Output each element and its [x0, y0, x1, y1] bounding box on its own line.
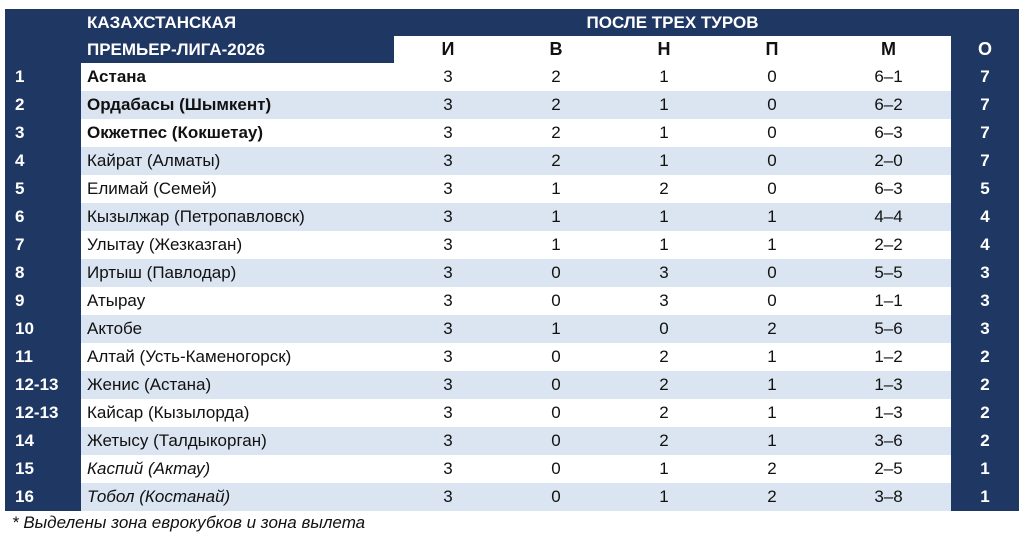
team-name-cell: Алтай (Усть-Каменогорск)	[81, 343, 394, 371]
column-header-draws: Н	[610, 36, 718, 63]
goals-cell: 6–2	[826, 91, 951, 119]
losses-cell: 1	[718, 231, 826, 259]
goals-cell: 5–6	[826, 315, 951, 343]
table-row	[5, 147, 1019, 175]
rank-cell: 15	[5, 455, 81, 483]
games-cell: 3	[394, 315, 502, 343]
wins-cell: 2	[502, 63, 610, 91]
draws-cell: 3	[610, 259, 718, 287]
points-cell: 7	[951, 119, 1019, 147]
rank-cell: 9	[5, 287, 81, 315]
table-row	[5, 63, 1019, 91]
losses-cell: 0	[718, 147, 826, 175]
games-cell: 3	[394, 91, 502, 119]
team-name-cell: Женис (Астана)	[81, 371, 394, 399]
header-row-columns	[5, 36, 1019, 63]
losses-cell: 2	[718, 315, 826, 343]
table-row	[5, 231, 1019, 259]
team-name-cell: Каспий (Актау)	[81, 455, 394, 483]
wins-cell: 0	[502, 483, 610, 511]
games-cell: 3	[394, 203, 502, 231]
games-cell: 3	[394, 427, 502, 455]
goals-cell: 2–5	[826, 455, 951, 483]
goals-cell: 1–2	[826, 343, 951, 371]
losses-cell: 0	[718, 63, 826, 91]
points-cell: 3	[951, 315, 1019, 343]
team-name-cell: Елимай (Семей)	[81, 175, 394, 203]
table-row	[5, 259, 1019, 287]
header-rank-spacer	[5, 9, 81, 36]
draws-cell: 3	[610, 287, 718, 315]
games-cell: 3	[394, 119, 502, 147]
goals-cell: 6–1	[826, 63, 951, 91]
table-row	[5, 119, 1019, 147]
rank-cell: 7	[5, 231, 81, 259]
header-row-top	[5, 9, 1019, 36]
table-row	[5, 343, 1019, 371]
team-name-cell: Кайсар (Кызылорда)	[81, 399, 394, 427]
losses-cell: 2	[718, 483, 826, 511]
standings-table-container	[5, 9, 1019, 511]
draws-cell: 1	[610, 91, 718, 119]
draws-cell: 2	[610, 175, 718, 203]
goals-cell: 1–3	[826, 399, 951, 427]
footnote: * Выделены зона еврокубков и зона вылета	[12, 513, 366, 532]
games-cell: 3	[394, 399, 502, 427]
points-cell: 7	[951, 147, 1019, 175]
draws-cell: 1	[610, 147, 718, 175]
goals-cell: 2–0	[826, 147, 951, 175]
losses-cell: 0	[718, 287, 826, 315]
goals-cell: 4–4	[826, 203, 951, 231]
points-cell: 7	[951, 63, 1019, 91]
team-name-cell: Тобол (Костанай)	[81, 483, 394, 511]
team-name-cell: Кызылжар (Петропавловск)	[81, 203, 394, 231]
points-cell: 5	[951, 175, 1019, 203]
draws-cell: 2	[610, 371, 718, 399]
rank-cell: 12-13	[5, 399, 81, 427]
standings-body	[5, 9, 1019, 511]
draws-cell: 0	[610, 315, 718, 343]
draws-cell: 1	[610, 483, 718, 511]
league-title-line1: КАЗАХСТАНСКАЯ	[81, 9, 394, 36]
wins-cell: 2	[502, 119, 610, 147]
games-cell: 3	[394, 483, 502, 511]
team-name-cell: Атырау	[81, 287, 394, 315]
wins-cell: 1	[502, 315, 610, 343]
wins-cell: 2	[502, 91, 610, 119]
rank-cell: 2	[5, 91, 81, 119]
rank-cell: 11	[5, 343, 81, 371]
table-row	[5, 175, 1019, 203]
table-row	[5, 287, 1019, 315]
table-row	[5, 455, 1019, 483]
losses-cell: 1	[718, 427, 826, 455]
games-cell: 3	[394, 371, 502, 399]
games-cell: 3	[394, 287, 502, 315]
team-name-cell: Актобе	[81, 315, 394, 343]
rank-cell: 6	[5, 203, 81, 231]
points-cell: 2	[951, 343, 1019, 371]
team-name-cell: Кайрат (Алматы)	[81, 147, 394, 175]
table-row	[5, 399, 1019, 427]
games-cell: 3	[394, 455, 502, 483]
draws-cell: 2	[610, 399, 718, 427]
losses-cell: 1	[718, 343, 826, 371]
losses-cell: 0	[718, 259, 826, 287]
goals-cell: 6–3	[826, 175, 951, 203]
goals-cell: 3–6	[826, 427, 951, 455]
goals-cell: 5–5	[826, 259, 951, 287]
goals-cell: 3–8	[826, 483, 951, 511]
table-row	[5, 483, 1019, 511]
column-header-losses: П	[718, 36, 826, 63]
draws-cell: 1	[610, 203, 718, 231]
table-row	[5, 203, 1019, 231]
wins-cell: 1	[502, 175, 610, 203]
goals-cell: 1–1	[826, 287, 951, 315]
goals-cell: 6–3	[826, 119, 951, 147]
draws-cell: 1	[610, 455, 718, 483]
goals-cell: 1–3	[826, 371, 951, 399]
wins-cell: 0	[502, 287, 610, 315]
table-row	[5, 91, 1019, 119]
games-cell: 3	[394, 231, 502, 259]
column-header-wins: В	[502, 36, 610, 63]
table-row	[5, 371, 1019, 399]
wins-cell: 0	[502, 371, 610, 399]
rank-cell: 10	[5, 315, 81, 343]
points-cell: 2	[951, 399, 1019, 427]
table-row	[5, 315, 1019, 343]
team-name-cell: Ордабасы (Шымкент)	[81, 91, 394, 119]
points-cell: 4	[951, 231, 1019, 259]
points-cell: 3	[951, 287, 1019, 315]
draws-cell: 1	[610, 63, 718, 91]
league-title-line2: ПРЕМЬЕР-ЛИГА-2026	[81, 36, 394, 63]
wins-cell: 0	[502, 455, 610, 483]
points-cell: 3	[951, 259, 1019, 287]
losses-cell: 0	[718, 175, 826, 203]
column-header-goals: М	[826, 36, 951, 63]
losses-cell: 1	[718, 203, 826, 231]
team-name-cell: Иртыш (Павлодар)	[81, 259, 394, 287]
games-cell: 3	[394, 343, 502, 371]
team-name-cell: Астана	[81, 63, 394, 91]
points-cell: 4	[951, 203, 1019, 231]
losses-cell: 0	[718, 91, 826, 119]
points-cell: 7	[951, 91, 1019, 119]
points-cell: 1	[951, 483, 1019, 511]
team-name-cell: Жетысу (Талдыкорган)	[81, 427, 394, 455]
losses-cell: 0	[718, 119, 826, 147]
column-header-points: О	[951, 36, 1019, 63]
losses-cell: 1	[718, 399, 826, 427]
wins-cell: 0	[502, 343, 610, 371]
table-row	[5, 427, 1019, 455]
points-cell: 1	[951, 455, 1019, 483]
games-cell: 3	[394, 259, 502, 287]
rank-cell: 16	[5, 483, 81, 511]
losses-cell: 1	[718, 371, 826, 399]
losses-cell: 2	[718, 455, 826, 483]
games-cell: 3	[394, 63, 502, 91]
draws-cell: 2	[610, 427, 718, 455]
team-name-cell: Улытау (Жезказган)	[81, 231, 394, 259]
team-name-cell: Окжетпес (Кокшетау)	[81, 119, 394, 147]
draws-cell: 1	[610, 231, 718, 259]
rank-cell: 5	[5, 175, 81, 203]
rank-cell: 8	[5, 259, 81, 287]
wins-cell: 0	[502, 399, 610, 427]
rank-cell: 12-13	[5, 371, 81, 399]
rank-cell: 1	[5, 63, 81, 91]
points-cell: 2	[951, 427, 1019, 455]
games-cell: 3	[394, 147, 502, 175]
standings-table	[5, 9, 1019, 511]
draws-cell: 1	[610, 119, 718, 147]
points-cell: 2	[951, 371, 1019, 399]
draws-cell: 2	[610, 343, 718, 371]
rank-cell: 14	[5, 427, 81, 455]
wins-cell: 0	[502, 259, 610, 287]
wins-cell: 1	[502, 231, 610, 259]
column-header-games: И	[394, 36, 502, 63]
wins-cell: 1	[502, 203, 610, 231]
header-points-spacer	[951, 9, 1019, 36]
round-subtitle: ПОСЛЕ ТРЕХ ТУРОВ	[394, 9, 951, 36]
rank-cell: 4	[5, 147, 81, 175]
wins-cell: 2	[502, 147, 610, 175]
header-rank-spacer-2	[5, 36, 81, 63]
games-cell: 3	[394, 175, 502, 203]
rank-cell: 3	[5, 119, 81, 147]
wins-cell: 0	[502, 427, 610, 455]
goals-cell: 2–2	[826, 231, 951, 259]
